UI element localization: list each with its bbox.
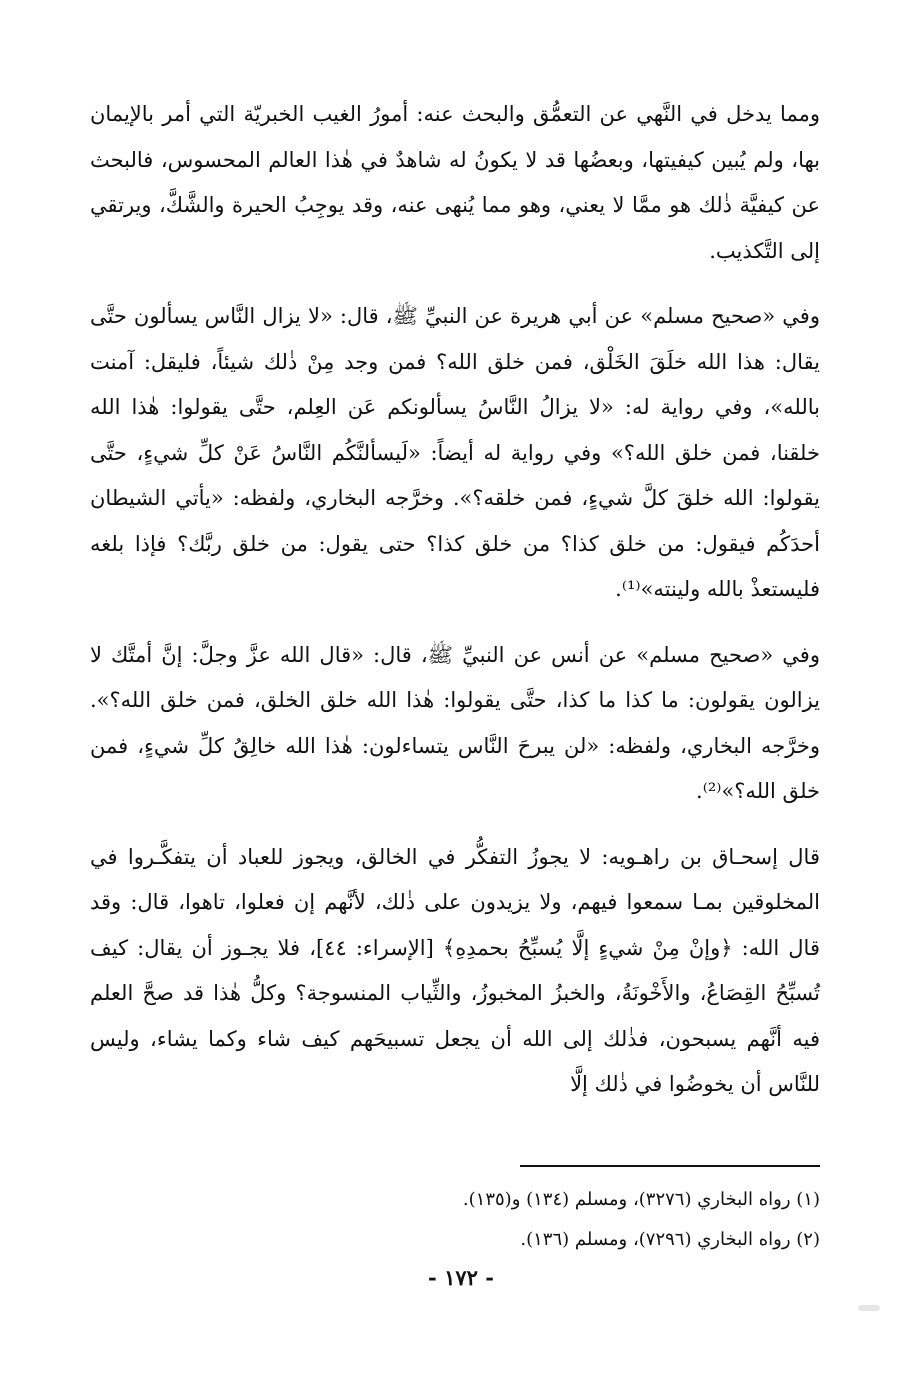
paragraph: ومما يدخل في النَّهي عن التعمُّق والبحث عنه: أمورُ الغيب الخبريّة التي أمر بالإيمان بها، ولم يُبين كيفيتها، وبعضُها قد لا يكونُ له شاهدٌ في هٰذا العالم المحسوس، فالبحث عن كيفيَّة ذٰلك هو ممَّا لا يعني، وهو مما يُنهى عنه، وقد يوجِبُ الحيرة والشَّكَّ، ويرتقي إلى التَّكذيب.	[90, 102, 820, 263]
footnotes	[90, 1180, 820, 1260]
paragraph: وفي «صحيح مسلم» عن أنس عن النبيِّ ﷺ، قال: «قال الله عزَّ وجلَّ: إنَّ أمتَّك لا يزالون يقولون: ما كذا ما كذا، حتَّى يقولوا: هٰذا الله خلق الخلق، فمن خلق الله؟». وخرَّجه البخاري، ولفظه: «لن يبرحَ النَّاس يتساءلون: هٰذا الله خالِقُ كلِّ شيءٍ، فمن خلق الله؟»⁽²⁾.	[90, 642, 820, 803]
footnote-separator	[520, 1165, 820, 1167]
footnote: (٢) رواه البخاري (٧٢٩٦)، ومسلم (١٣٦).	[520, 1229, 820, 1250]
main-text	[90, 92, 820, 1128]
footnote: (١) رواه البخاري (٣٢٧٦)، ومسلم (١٣٤) و(١٣٥).	[462, 1189, 820, 1210]
paragraph: وفي «صحيح مسلم» عن أبي هريرة عن النبيِّ ﷺ، قال: «لا يزال النَّاس يسألون حتَّى يقال: هذا الله خلَقَ الخَلْق، فمن خلق الله؟ فمن وجد مِنْ ذٰلك شيئاً، فليقل: آمنت بالله»، وفي رواية له: «لا يزالُ النَّاسُ يسألونكم عَن العِلم، حتَّى يقولوا: هٰذا الله خلقنا، فمن خلق الله؟» وفي رواية له أيضاً: «لَيسألنَّكُم النَّاسُ عَنْ كلِّ شيءٍ، حتَّى يقولوا: الله خلقَ كلَّ شيءٍ، فمن خلقه؟». وخرَّجه البخاري، ولفظه: «يأتي الشيطان أحدَكُم فيقول: من خلق كذا؟ من خلق كذا؟ حتى يقول: من خلق ربَّك؟ فإذا بلغه فليستعذْ بالله ولينته»⁽¹⁾.	[90, 304, 820, 601]
paragraph: قال إسحـاق بن راهـويه: لا يجوزُ التفكُّر في الخالق، ويجوز للعباد أن يتفكَّـروا في المخلوقين بمـا سمعوا فيهم، ولا يزيدون على ذٰلك، لأنَّهم إن فعلوا، تاهوا، قال: وقد قال الله: ﴿وإنْ مِنْ شيءٍ إلَّا يُسبِّحُ بحمدِهِ﴾ [الإسراء: ٤٤]، فلا يجـوز أن يقال: كيف تُسبِّحُ القِصَاعُ، والأَخْونَةُ، والخبزُ المخبوزُ، والثِّياب المنسوجة؟ وكلُّ هٰذا قد صحَّ العلم فيه أنَّهم يسبحون، فذٰلك إلى الله أن يجعل تسبيحَهم كيف شاء وكما يشاء، وليس للنَّاس أن يخوضُوا في ذٰلك إلَّا	[90, 844, 820, 1096]
page-number: - ١٧٢ -	[428, 1265, 494, 1290]
scan-speck	[858, 1305, 880, 1311]
